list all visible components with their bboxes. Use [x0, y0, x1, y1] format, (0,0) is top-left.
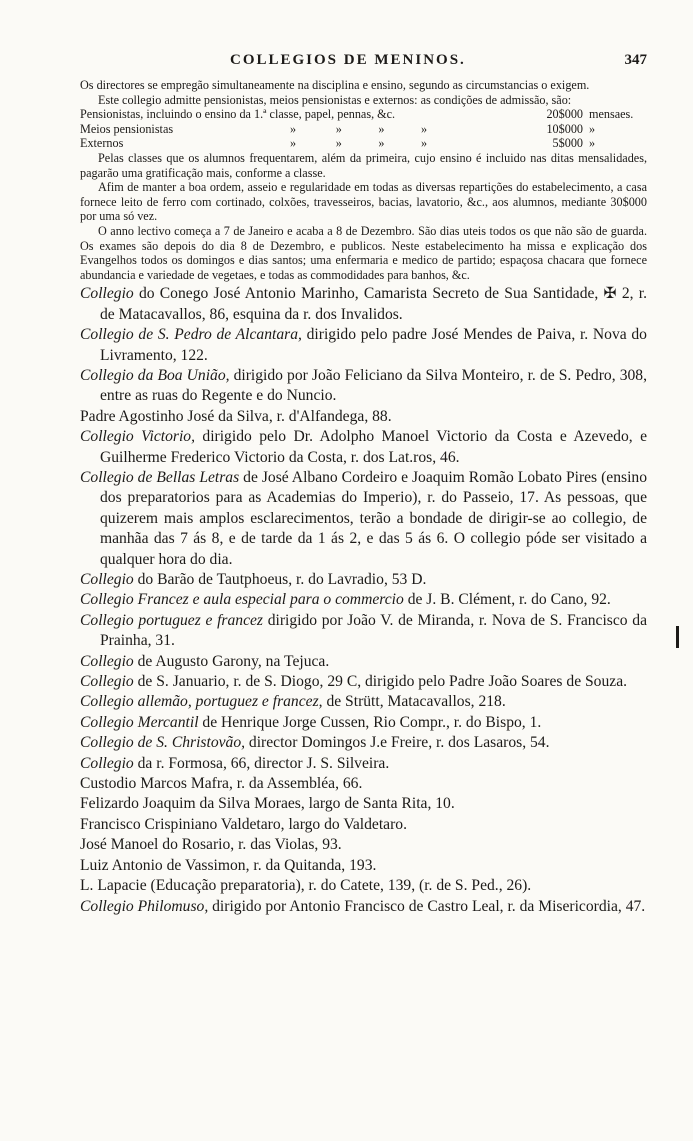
- fee-unit: »: [589, 121, 596, 136]
- entry-text: do Conego José Antonio Marinho, Camarista Secreto de Sua Santidade, ✠ 2, r. de Matacavallos, 86, esquina da r. dos Invalidos.: [100, 285, 647, 323]
- entry-text: Francisco Crispiniano Valdetaro, largo do Valdetaro.: [80, 815, 407, 833]
- college-entry: [80, 570, 647, 590]
- college-entry: [80, 692, 647, 712]
- entry-italic-name: Collegio de Bellas Letras: [80, 468, 240, 486]
- entry-text: de Strütt, Matacavallos, 218.: [322, 693, 506, 711]
- college-entry: [80, 284, 647, 325]
- fee-unit: »: [589, 136, 596, 151]
- entry-italic-name: Collegio: [80, 673, 134, 691]
- college-entry: [80, 611, 647, 652]
- college-entry: [80, 856, 647, 876]
- college-entry: [80, 897, 647, 917]
- college-entry: [80, 754, 647, 774]
- college-entry: [80, 427, 647, 468]
- entry-italic-name: Collegio allemão, portuguez e francez,: [80, 693, 323, 711]
- fee-row: [80, 122, 647, 137]
- college-entry: [80, 713, 647, 733]
- fee-row: [80, 136, 647, 151]
- intro-paragraph-1: Os directores se empregão simultaneamente na disciplina e ensino, segundo as circumstancias o exigem.: [80, 78, 590, 92]
- intro-paragraph-3: Pelas classes que os alumnos frequentarem, além da primeira, cujo ensino é incluido nas ditas mensalidades, pagarão uma gratificação mais, conforme a classe.: [80, 150, 647, 180]
- entry-text: de José Albano Cordeiro e Joaquim Romão Lobato Pires (ensino dos preparatorios para as Academias do Imperio), r. do Passeio, 17. As pessoas, que quizerem mais amplos esclarecimentos, terão a bondade de dirigir-se ao collegio, de manhãa das 7 ás 8, e de tarde da 1 ás 2, e das 5 ás 6. O collegio póde ser visitado a qualquer hora do dia.: [100, 468, 648, 568]
- entry-italic-name: Collegio Victorio,: [80, 428, 195, 446]
- college-entry: [80, 407, 647, 427]
- entry-italic-name: Collegio: [80, 571, 134, 588]
- entry-italic-name: Collegio: [80, 285, 134, 303]
- entry-text: L. Lapacie (Educação preparatoria), r. do Catete, 139, (r. de S. Ped., 26).: [80, 877, 532, 895]
- fee-amount: 5$000: [552, 136, 583, 151]
- fee-amount: 10$000: [546, 121, 583, 136]
- college-entry: [80, 835, 647, 855]
- college-entry: [80, 652, 647, 672]
- entry-text: dirigido pelo padre José Mendes de Paiva, r. Nova do Livramento, 122.: [100, 326, 647, 364]
- fee-table: [80, 107, 647, 151]
- entry-text: director Domingos J.e Freire, r. dos Lasaros, 54.: [245, 734, 550, 752]
- entry-text: do Barão de Tautphoeus, r. do Lavradio, 53 D.: [133, 571, 427, 588]
- entry-text: de S. Januario, r. de S. Diogo, 29 C, dirigido pelo Padre João Soares de Souza.: [133, 673, 628, 691]
- college-list: [80, 284, 647, 917]
- intro-paragraph-4: Afim de manter a boa ordem, asseio e regularidade em todas as diversas repartições do estabelecimento, a casa fornece leito de ferro com cortinado, colxões, travesseiros, bacias, lavatorio, &c., aos alumnos, mediante 30$000 por uma só vez.: [80, 180, 647, 224]
- college-entry: [80, 325, 647, 366]
- college-entry: [80, 366, 647, 407]
- entry-text: dirigido por João Feliciano da Silva Monteiro, r. de S. Pedro, 308, entre as ruas do Regente e do Nuncio.: [100, 366, 647, 405]
- fee-row: [80, 107, 647, 122]
- entry-italic-name: Collegio: [80, 754, 134, 772]
- college-entry: [80, 590, 647, 610]
- margin-bracket-mark: [676, 626, 679, 648]
- fee-ditto-marks: » » » »: [290, 136, 428, 151]
- page-number: 347: [624, 52, 647, 68]
- entry-italic-name: Collegio de S. Pedro de Alcantara,: [80, 326, 302, 344]
- entry-text: dirigido por Antonio Francisco de Castro Leal, r. da Misericordia, 47.: [208, 897, 646, 915]
- entry-italic-name: Collegio da Boa União,: [80, 366, 230, 384]
- intro-paragraph-5: O anno lectivo começa a 7 de Janeiro e acaba a 8 de Dezembro. São dias uteis todos os que não são de guarda. Os exames são depois do dia 8 de Dezembro, e publicos. Neste estabelecimento ha missa e explicação dos Evangelhos todos os domingos e dias santos; uma enfermaria e medico de partido; espaçosa chacara que fornece abundancia e variedade de vegetaes, e todas as commodidades para banhos, &c.: [80, 223, 647, 282]
- entry-text: da r. Formosa, 66, director J. S. Silveira.: [133, 754, 390, 772]
- college-entry: [80, 815, 647, 835]
- entry-italic-name: Collegio Philomuso,: [80, 897, 209, 915]
- entry-italic-name: Collegio: [80, 652, 134, 670]
- fee-label: Pensionistas, incluindo o ensino da 1.ª classe, papel, pennas, &c.: [80, 107, 396, 122]
- entry-text: dirigido pelo Dr. Adolpho Manoel Victorio da Costa e Azevedo, e Guilherme Frederico Victorio da Costa, r. dos Lat.ros, 46.: [100, 428, 647, 466]
- entry-text: de Augusto Garony, na Tejuca.: [133, 652, 330, 670]
- entry-text: José Manoel do Rosario, r. das Violas, 93.: [80, 836, 342, 854]
- page-header: [80, 52, 647, 74]
- college-entry: [80, 733, 647, 753]
- entry-text: de J. B. Clément, r. do Cano, 92.: [403, 591, 611, 609]
- fee-amount: 20$000: [546, 107, 583, 122]
- college-entry: [80, 774, 647, 794]
- college-entry: [80, 876, 647, 896]
- running-title: COLLEGIOS DE MENINOS.: [230, 52, 466, 68]
- intro-paragraph-2: Este collegio admitte pensionistas, meios pensionistas e externos: as condições de admissão, são:: [98, 92, 572, 107]
- entry-text: Luiz Antonio de Vassimon, r. da Quitanda, 193.: [80, 856, 377, 874]
- entry-text: Custodio Marcos Mafra, r. da Assembléa, 66.: [80, 775, 363, 793]
- entry-text: Padre Agostinho José da Silva, r. d'Alfandega, 88.: [80, 407, 392, 425]
- entry-italic-name: Collegio Francez e aula especial para o commercio: [80, 591, 404, 609]
- entry-text: de Henrique Jorge Cussen, Rio Compr., r. do Bispo, 1.: [198, 713, 542, 731]
- intro-section: [80, 78, 647, 282]
- entry-italic-name: Collegio Mercantil: [80, 713, 199, 731]
- entry-text: dirigido por João V. de Miranda, r. Nova de S. Francisco da Prainha, 31.: [100, 611, 648, 650]
- entry-italic-name: Collegio portuguez e francez: [80, 611, 263, 629]
- fee-label: Externos: [80, 136, 124, 151]
- entry-italic-name: Collegio de S. Christovão,: [80, 734, 246, 752]
- fee-ditto-marks: » » » »: [290, 121, 428, 136]
- college-entry: [80, 672, 647, 692]
- fee-label: Meios pensionistas: [80, 121, 174, 136]
- fee-unit: mensaes.: [589, 107, 634, 122]
- entry-text: Felizardo Joaquim da Silva Moraes, largo de Santa Rita, 10.: [80, 795, 455, 813]
- college-entry: [80, 794, 647, 814]
- college-entry: [80, 468, 647, 570]
